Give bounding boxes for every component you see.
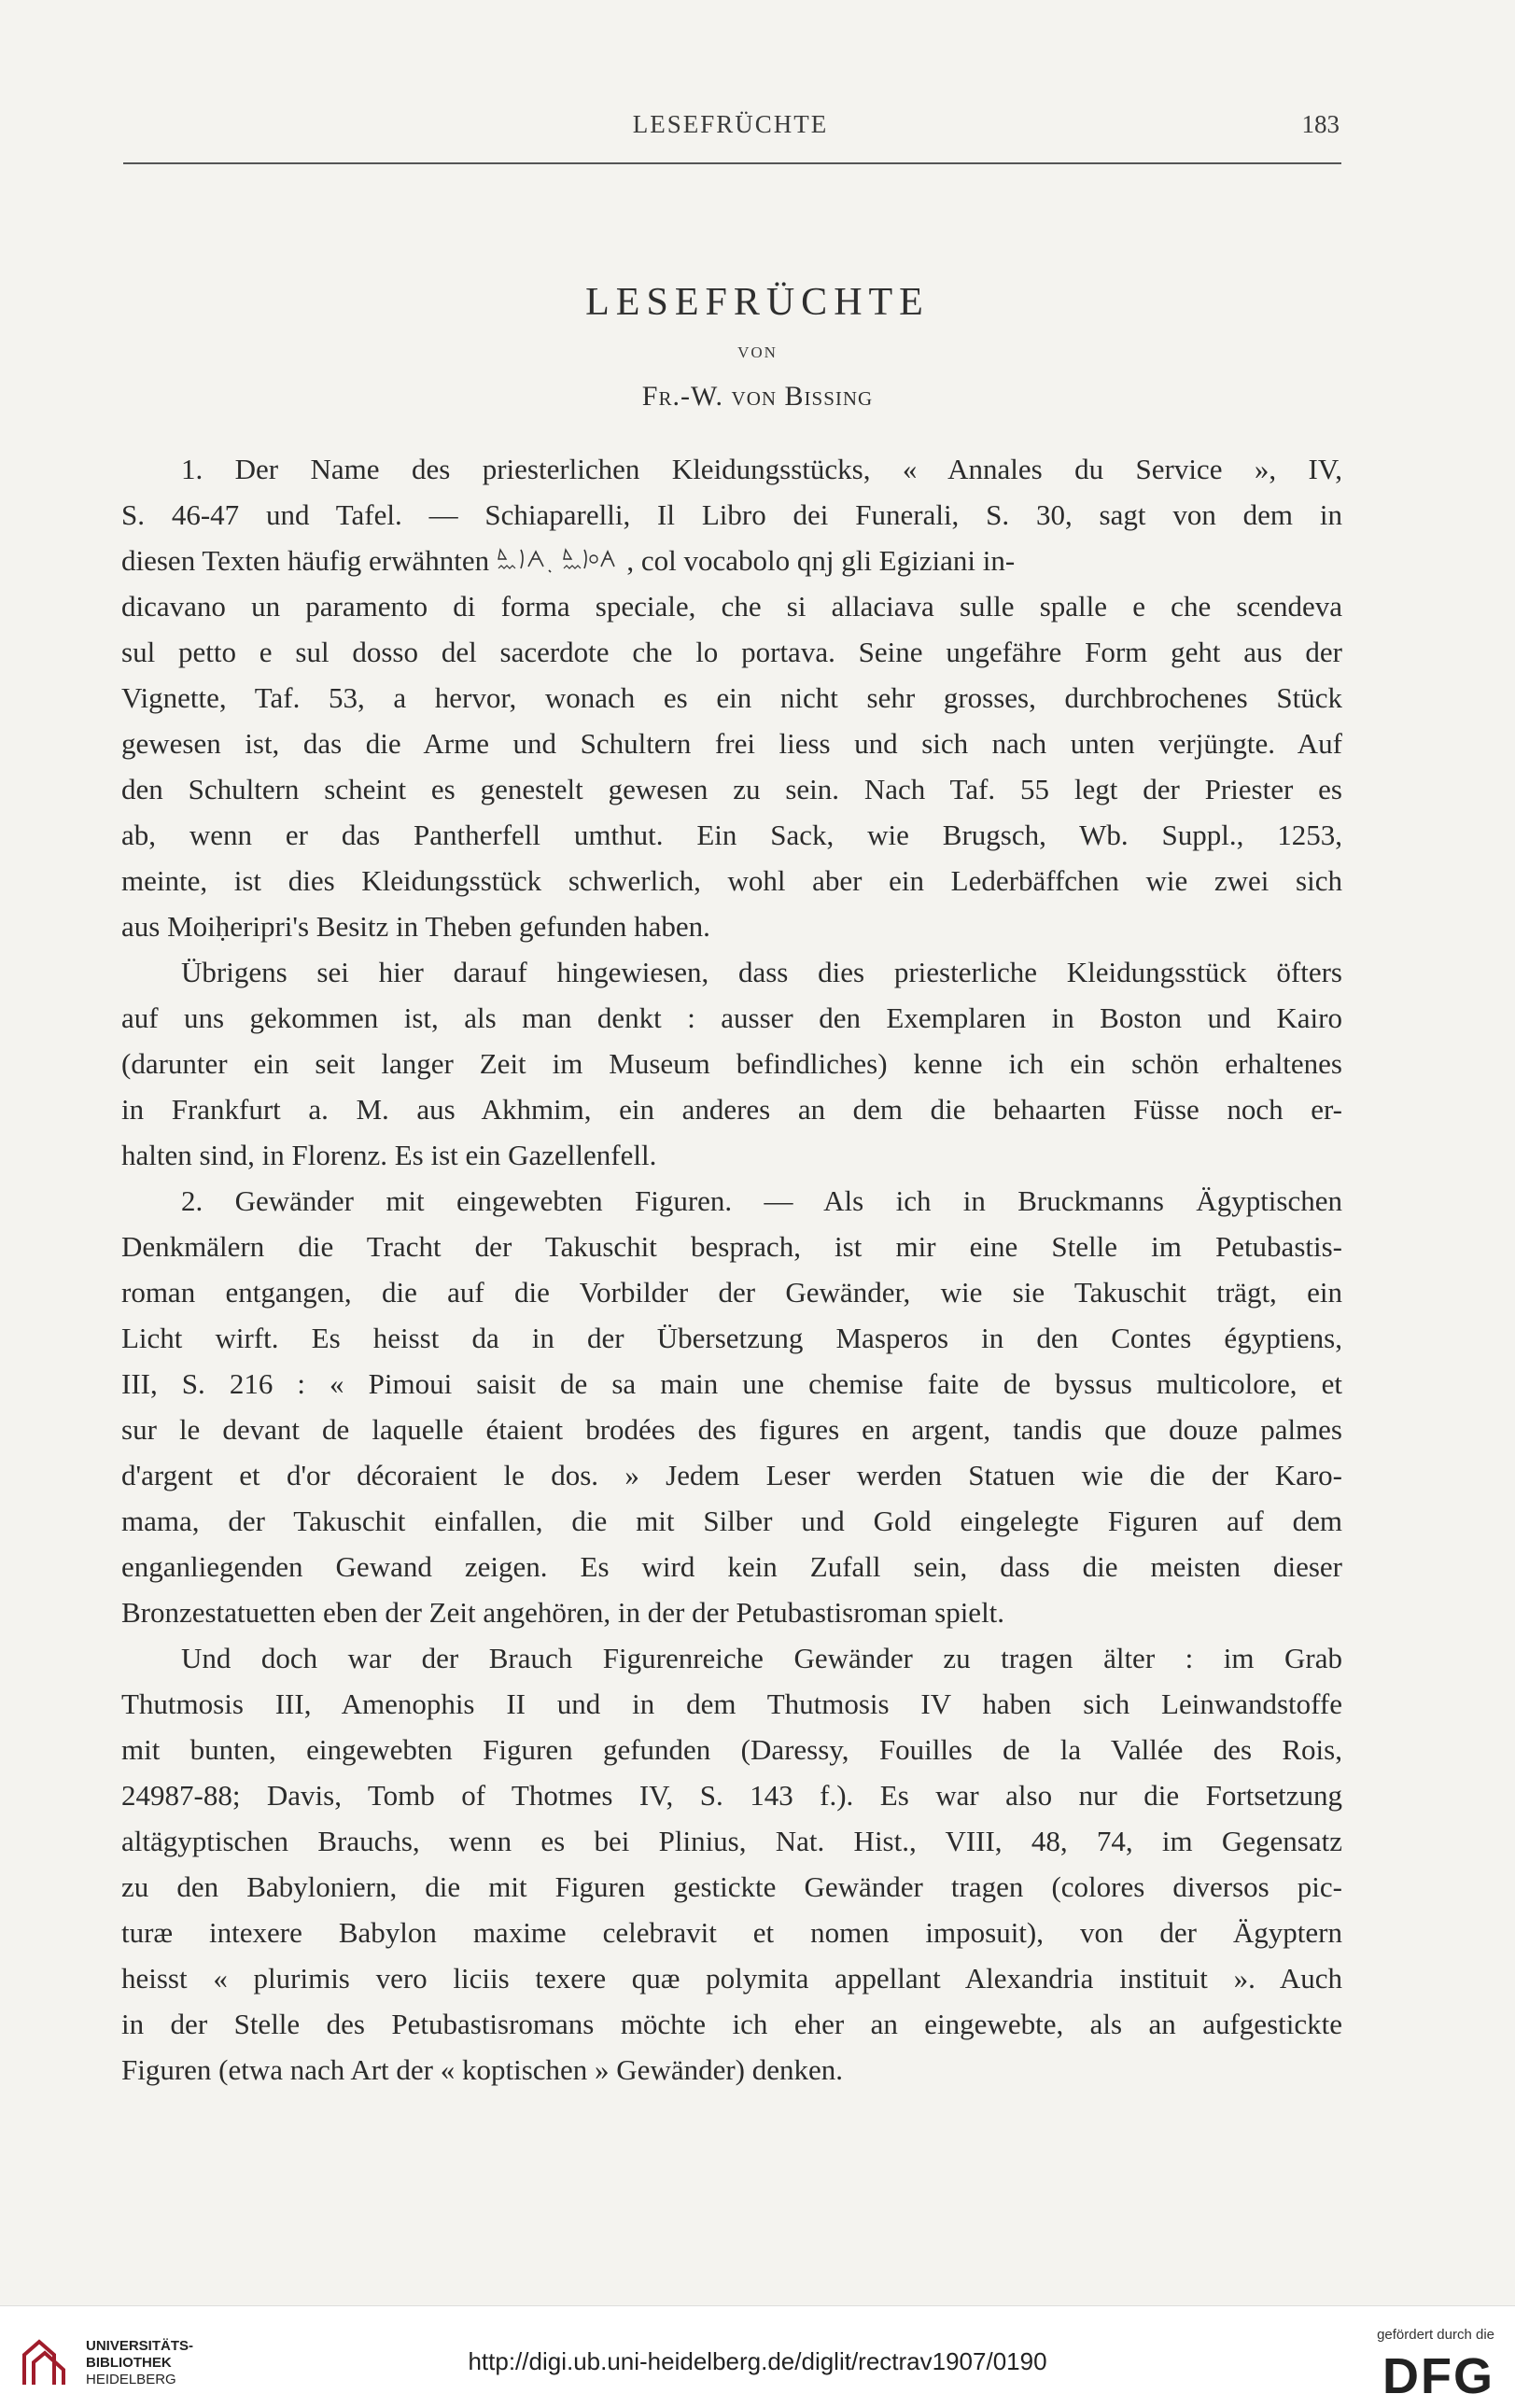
article-title: LESEFRÜCHTE <box>585 281 930 324</box>
article-von: VON <box>737 343 778 361</box>
text-line: III, S. 216 : « Pimoui saisit de sa main une chemise faite de byssus multicolore, et <box>121 1367 1342 1400</box>
text-line: roman entgangen, die auf die Vorbilder der Gewänder, wie sie Takuschit trägt, ein <box>121 1276 1342 1309</box>
text-segment: diesen Texten häufig erwähnten <box>121 544 490 577</box>
page-number: 183 <box>1301 110 1340 138</box>
article-author: Fr.-W. von Bissing <box>641 381 874 412</box>
text-line: Bronzestatuetten eben der Zeit angehören, in der der Petubastisroman spielt. <box>121 1596 1005 1629</box>
text-line: dicavano un paramento di forma speciale, che si allaciava sulle spalle e che scendeva <box>121 590 1342 623</box>
text-line: in der Stelle des Petubastisromans möchte ich eher an eingewebte, als an aufgestickte <box>121 2008 1342 2040</box>
text-line: sul petto e sul dosso del sacerdote che lo portava. Seine ungefähre Form geht aus der <box>121 636 1342 668</box>
text-line: den Schultern scheint es genestelt gewesen zu sein. Nach Taf. 55 legt der Priester es <box>121 773 1342 805</box>
text-line: Licht wirft. Es heisst da in der Übersetzung Masperos in den Contes égyptiens, <box>121 1322 1342 1354</box>
article-body <box>121 446 1342 2093</box>
text-line: 2. Gewänder mit eingewebten Figuren. — Als ich in Bruckmanns Ägyptischen <box>181 1184 1342 1217</box>
text-line: (darunter ein seit langer Zeit im Museum befindliches) kenne ich ein schön erhaltenes <box>121 1047 1342 1080</box>
text-line: Und doch war der Brauch Figurenreiche Gewänder zu tragen älter : im Grab <box>181 1642 1342 1674</box>
text-line: 1. Der Name des priesterlichen Kleidungsstücks, « Annales du Service », IV, <box>181 453 1342 485</box>
header-rule <box>123 162 1341 164</box>
text-line: zu den Babyloniern, die mit Figuren gestickte Gewänder tragen (colores diversos pic- <box>121 1870 1342 1903</box>
text-line: Übrigens sei hier darauf hingewiesen, dass dies priesterliche Kleidungsstück öfters <box>181 956 1342 988</box>
library-name-line: HEIDELBERG <box>86 2372 176 2387</box>
text-line-with-hieroglyphs <box>121 538 1342 583</box>
dfg-logo: DFG <box>1382 2348 1494 2404</box>
hieroglyph-group-2-icon <box>562 546 620 574</box>
text-line: altägyptischen Brauchs, wenn es bei Plinius, Nat. Hist., VIII, 48, 74, im Gegensatz <box>121 1825 1342 1857</box>
text-line: meinte, ist dies Kleidungsstück schwerlich, wohl aber ein Lederbäffchen wie zwei sich <box>121 864 1342 897</box>
text-line: Thutmosis III, Amenophis II und in dem Thutmosis IV haben sich Leinwandstoffe <box>121 1687 1342 1720</box>
funding-caption: gefördert durch die <box>1377 2327 1494 2343</box>
text-line: sur le devant de laquelle étaient brodées des figures en argent, tandis que douze palmes <box>121 1413 1342 1446</box>
text-line: turæ intexere Babylon maxime celebravit et nomen imposuit), von der Ägyptern <box>121 1916 1342 1949</box>
library-name-line: UNIVERSITÄTS- <box>86 2338 194 2354</box>
text-line: 24987-88; Davis, Tomb of Thotmes IV, S. 143 f.). Es war also nur die Fortsetzung <box>121 1779 1342 1812</box>
text-line: in Frankfurt a. M. aus Akhmim, ein anderes an dem die behaarten Füsse noch er- <box>121 1093 1342 1126</box>
text-line: Denkmälern die Tracht der Takuschit besprach, ist mir eine Stelle im Petubastis- <box>121 1230 1342 1263</box>
text-line: gewesen ist, das die Arme und Schultern frei liess und sich nach unten verjüngte. Auf <box>121 727 1342 760</box>
running-header <box>121 110 1340 147</box>
text-line: S. 46-47 und Tafel. — Schiaparelli, Il Libro dei Funerali, S. 30, sagt von dem in <box>121 498 1342 531</box>
text-line: halten sind, in Florenz. Es ist ein Gazellenfell. <box>121 1139 657 1171</box>
text-line: aus Moiḥeripri's Besitz in Theben gefunden haben. <box>121 910 710 943</box>
text-line: mit bunten, eingewebten Figuren gefunden (Daressy, Fouilles de la Vallée des Rois, <box>121 1733 1342 1766</box>
text-line: Vignette, Taf. 53, a hervor, wonach es ein nicht sehr grosses, durchbrochenes Stück <box>121 681 1342 714</box>
text-line: Figuren (etwa nach Art der « koptischen » Gewänder) denken. <box>121 2053 844 2086</box>
text-line: d'argent et d'or décoraient le dos. » Jedem Leser werden Statuen wie die der Karo- <box>121 1459 1342 1491</box>
text-segment: , col vocabolo qnj gli Egiziani in- <box>626 544 1016 577</box>
text-line: ab, wenn er das Pantherfell umthut. Ein Sack, wie Brugsch, Wb. Suppl., 1253, <box>121 819 1342 851</box>
library-name-line: BIBLIOTHEK <box>86 2355 172 2371</box>
text-line: auf uns gekommen ist, als man denkt : ausser den Exemplaren in Boston und Kairo <box>121 1001 1342 1034</box>
permalink-url[interactable]: http://digi.ub.uni-heidelberg.de/diglit/rectrav1907/0190 <box>468 2347 1047 2375</box>
text-line: mama, der Takuschit einfallen, die mit Silber und Gold eingelegte Figuren auf dem <box>121 1505 1342 1537</box>
footer-bar <box>0 2305 1515 2408</box>
running-title: LESEFRÜCHTE <box>632 110 829 138</box>
text-line: enganliegenden Gewand zeigen. Es wird kein Zufall sein, dass die meisten dieser <box>121 1550 1342 1583</box>
hieroglyph-group-1-icon <box>497 546 554 574</box>
text-line: heisst « plurimis vero liciis texere quæ polymita appellant Alexandria instituit ». Auch <box>121 1962 1342 1995</box>
